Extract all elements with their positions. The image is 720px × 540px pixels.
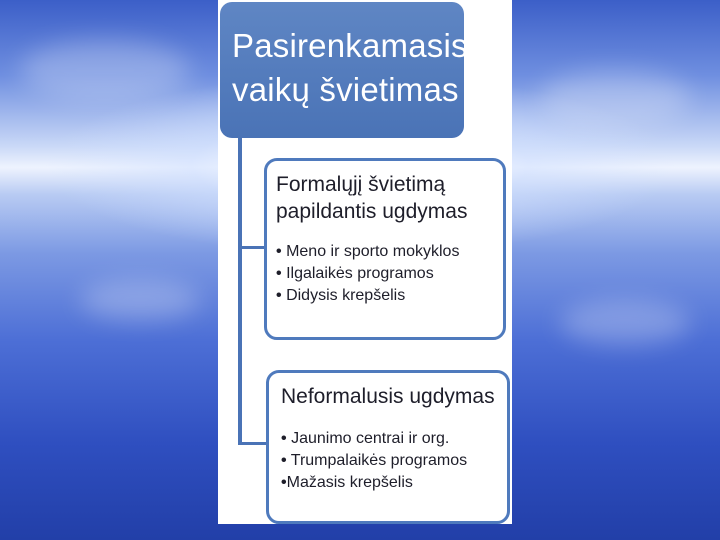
bullet-icon: • [281,430,287,447]
background-cloud [560,300,690,345]
card-item-list [276,241,503,307]
card-heading-line-1: Neformalusis ugdymas [281,385,495,408]
list-item-text: Meno ir sporto mokyklos [286,243,460,260]
bullet-icon: • [276,287,282,304]
background-cloud [540,70,690,125]
diagram-title-box [220,2,468,138]
list-item-text: Didysis krepšelis [286,287,406,304]
list-item [276,285,503,307]
diagram-title-line-1: Pasirenkamasis [232,27,468,64]
list-item [281,428,507,450]
card-heading-line-2: papildantis ugdymas [276,200,468,223]
bullet-icon: • [281,452,287,469]
bullet-icon: • [276,243,282,260]
list-item-text: Mažasis krepšelis [286,474,413,491]
card-non-formal [266,370,510,524]
background-cloud [80,280,200,320]
background-cloud [20,40,190,100]
list-item [281,472,507,494]
list-item-text: Trumpalaikės programos [290,452,468,469]
diagram-title-line-2: vaikų švietimas [232,71,459,108]
connector-branch-1 [238,246,266,249]
card-formal-supplementary [264,158,506,340]
connector-branch-2 [238,442,266,445]
bullet-icon: • [276,265,282,282]
bullet-icon: • [281,474,287,491]
list-item [276,263,503,285]
list-item [281,450,507,472]
list-item-text: Ilgalaikės programos [286,265,434,282]
card-item-list [281,428,507,494]
list-item [276,241,503,263]
connector-vertical [238,138,242,444]
list-item-text: Jaunimo centrai ir org. [291,430,450,447]
card-heading-line-1: Formalųjį švietimą [276,173,446,196]
